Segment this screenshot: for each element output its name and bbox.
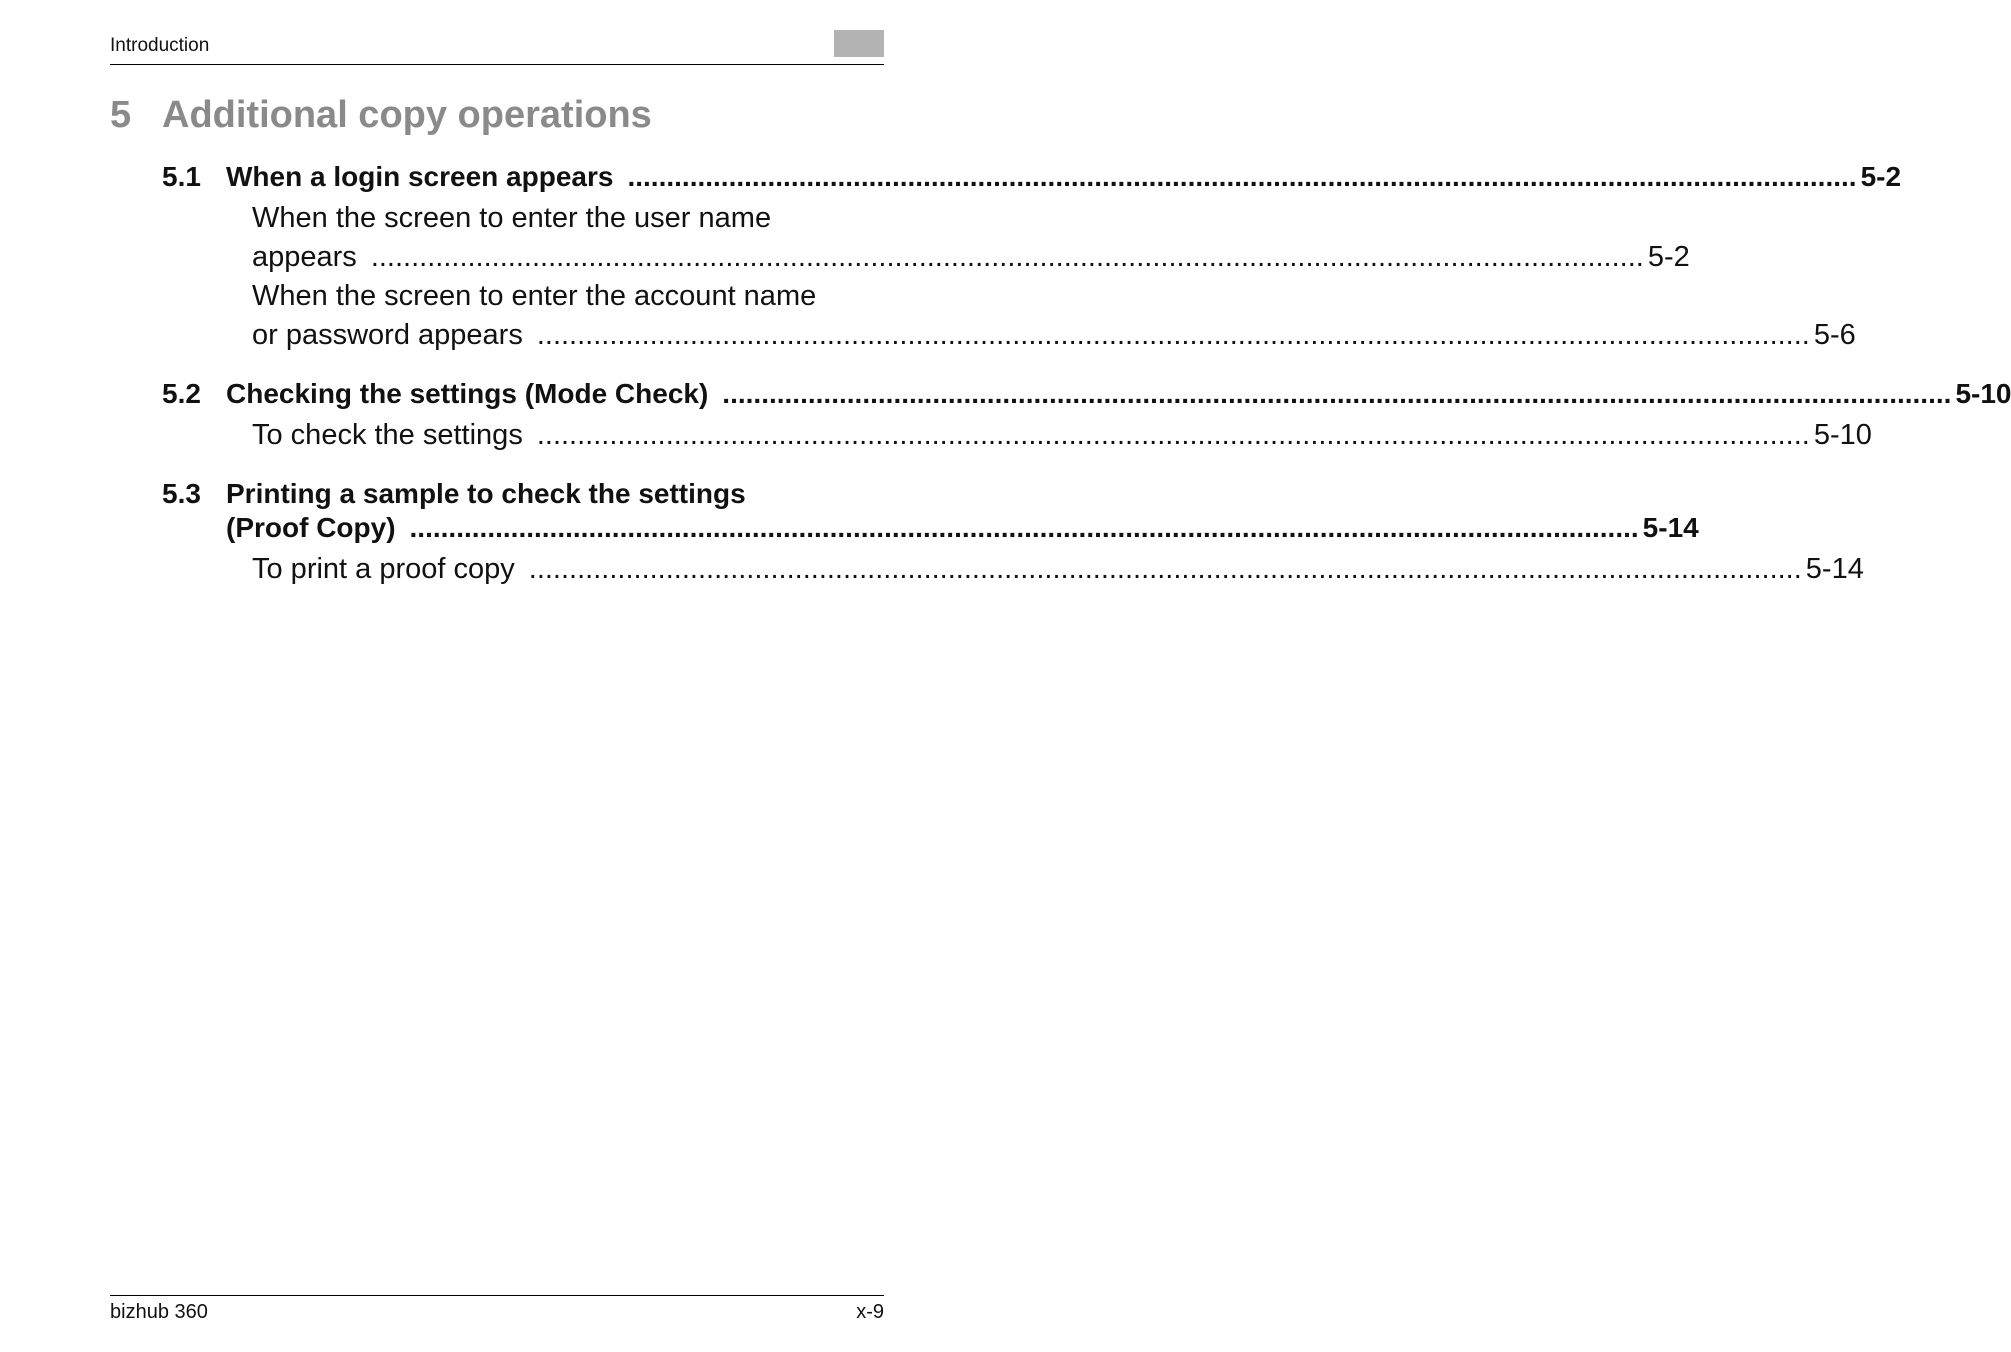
- section-page: 5-14: [1642, 512, 1699, 543]
- section-page: 5-2: [1860, 161, 1902, 192]
- toc-section-title[interactable]: [162, 377, 2011, 411]
- dot-leader: [410, 511, 1639, 545]
- dot-leader: [529, 550, 1802, 589]
- chapter-number: 5: [110, 94, 132, 136]
- section-number: 5.2: [162, 378, 201, 409]
- dot-leader: [722, 377, 1951, 411]
- section-title: Checking the settings (Mode Check): [226, 378, 709, 409]
- header-title: Introduction: [110, 35, 210, 56]
- section-title: When a login screen appears: [226, 161, 614, 192]
- chapter-heading: [110, 94, 652, 137]
- section-title-line2: (Proof Copy): [226, 512, 396, 543]
- subentry-title-line1: When the screen to enter the account name: [252, 280, 817, 312]
- toc-subentry[interactable]: [252, 277, 1856, 355]
- toc-subentry[interactable]: [252, 416, 1872, 455]
- section-page: 5-10: [1955, 378, 2011, 409]
- toc-section-5-1: [162, 160, 1902, 355]
- toc-section-title[interactable]: [162, 160, 1902, 194]
- subentry-title-line1: When the screen to enter the user name: [252, 202, 772, 234]
- toc-subentry[interactable]: [252, 199, 1690, 277]
- toc-section-5-3: [162, 477, 1864, 589]
- dot-leader: [371, 238, 1644, 277]
- section-title-line1: Printing a sample to check the settings: [226, 478, 746, 509]
- table-of-contents: [162, 160, 2011, 611]
- page-header: [110, 30, 884, 65]
- footer-model: bizhub 360: [110, 1301, 208, 1323]
- chapter-title: Additional copy operations: [162, 94, 652, 136]
- subentry-page: 5-10: [1813, 419, 1872, 451]
- page-footer: [110, 1295, 884, 1323]
- toc-section-title[interactable]: [162, 477, 1699, 545]
- chapter-tab-marker: [834, 30, 884, 57]
- footer-page-number: x-9: [856, 1301, 884, 1323]
- section-number: 5.3: [162, 478, 201, 509]
- subentry-page: 5-2: [1647, 241, 1690, 273]
- dot-leader: [627, 160, 1856, 194]
- subentry-title: To print a proof copy: [252, 553, 515, 585]
- subentry-page: 5-14: [1805, 553, 1864, 585]
- subentry-title-line2: appears: [252, 241, 357, 273]
- subentry-title: To check the settings: [252, 419, 523, 451]
- toc-subentry[interactable]: [252, 550, 1864, 589]
- subentry-title-line2: or password appears: [252, 319, 523, 351]
- dot-leader: [537, 416, 1810, 455]
- section-number: 5.1: [162, 161, 201, 192]
- subentry-page: 5-6: [1813, 319, 1856, 351]
- dot-leader: [537, 316, 1810, 355]
- toc-section-5-2: [162, 377, 2011, 455]
